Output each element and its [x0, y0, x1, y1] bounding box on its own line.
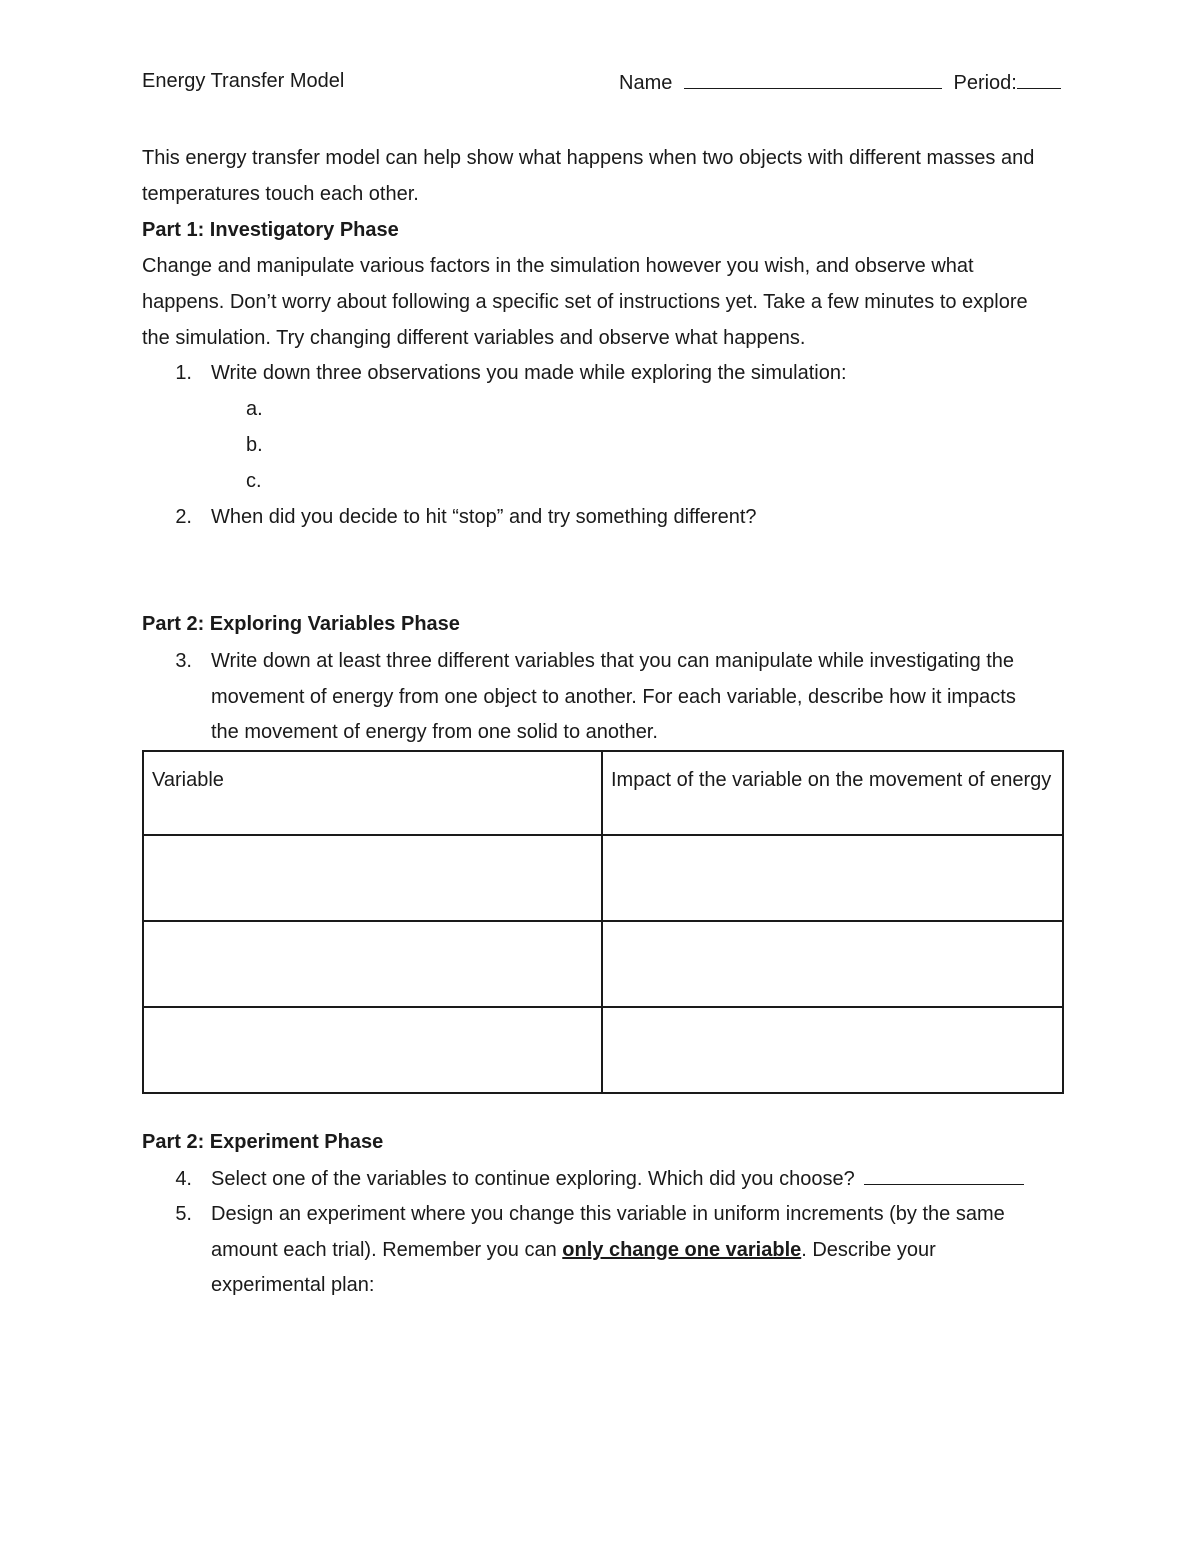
- question-1-text: Write down three observations you made while exploring the simulation:: [211, 362, 847, 384]
- table-row: [143, 835, 1063, 921]
- question-5-line-2-pre: amount each trial). Remember you can: [211, 1239, 563, 1261]
- variable-cell[interactable]: [143, 835, 602, 921]
- intro-line-2: temperatures touch each other.: [142, 183, 419, 205]
- question-5-line-3: experimental plan:: [211, 1274, 375, 1296]
- variables-table: [142, 750, 1064, 1094]
- question-5-number: 5.: [175, 1203, 192, 1225]
- chosen-variable-blank-field[interactable]: [864, 1166, 1024, 1185]
- worksheet-title: Energy Transfer Model: [142, 70, 345, 92]
- part1-paragraph-line-3: the simulation. Try changing different variables and observe what happens.: [142, 327, 806, 349]
- question-5: [142, 1196, 1062, 1304]
- impact-cell[interactable]: [602, 921, 1063, 1007]
- question-1: [142, 355, 1062, 391]
- table-row: [143, 1007, 1063, 1093]
- name-blank-field[interactable]: [684, 70, 942, 89]
- intro-line-1: This energy transfer model can help show what happens when two objects with different masses and: [142, 147, 1035, 169]
- answer-c-label: c.: [246, 470, 262, 492]
- part2-heading: Part 2: Exploring Variables Phase: [142, 613, 460, 635]
- question-3-line-3: the movement of energy from one solid to another.: [211, 721, 658, 743]
- answer-a-label: a.: [246, 398, 263, 420]
- table-header-impact: Impact of the variable on the movement of energy: [602, 751, 1063, 835]
- impact-cell[interactable]: [602, 1007, 1063, 1093]
- question-2: [142, 499, 1062, 535]
- question-4-content: [211, 1161, 1024, 1197]
- period-label: Period:: [953, 72, 1017, 94]
- name-period-fields: [619, 70, 1061, 95]
- question-5-line-2-post: . Describe your: [801, 1239, 936, 1261]
- question-2-number: 2.: [175, 506, 192, 528]
- answer-b-label: b.: [246, 434, 263, 456]
- question-1-number: 1.: [175, 362, 192, 384]
- question-4-number: 4.: [175, 1168, 192, 1190]
- table-header-variable: Variable: [143, 751, 602, 835]
- name-label: Name: [619, 72, 673, 94]
- question-3-number: 3.: [175, 650, 192, 672]
- worksheet-header: [142, 70, 1062, 102]
- table-row: [143, 921, 1063, 1007]
- table-header-row: [143, 751, 1063, 835]
- question-2-text: When did you decide to hit “stop” and try something different?: [211, 506, 757, 528]
- part1-paragraph-line-1: Change and manipulate various factors in the simulation however you wish, and observe what: [142, 255, 974, 277]
- variable-cell[interactable]: [143, 1007, 602, 1093]
- question-3: [142, 643, 1062, 751]
- question-5-line-1: Design an experiment where you change this variable in uniform increments (by the same: [211, 1203, 1005, 1225]
- question-3-line-1: Write down at least three different variables that you can manipulate while investigating the: [211, 650, 1015, 672]
- period-blank-field[interactable]: [1017, 70, 1061, 89]
- part1-heading: Part 1: Investigatory Phase: [142, 219, 399, 241]
- variable-cell[interactable]: [143, 921, 602, 1007]
- question-4-text: Select one of the variables to continue exploring. Which did you choose?: [211, 1168, 855, 1190]
- question-4: [142, 1161, 1062, 1197]
- impact-cell[interactable]: [602, 835, 1063, 921]
- only-change-one-variable-emphasis: only change one variable: [562, 1239, 802, 1261]
- part3-heading: Part 2: Experiment Phase: [142, 1131, 384, 1153]
- question-3-line-2: movement of energy from one object to another. For each variable, describe how it impacts: [211, 686, 1016, 708]
- question-5-line-2: [211, 1232, 936, 1268]
- part1-paragraph-line-2: happens. Don’t worry about following a specific set of instructions yet. Take a few minutes to explore: [142, 291, 1028, 313]
